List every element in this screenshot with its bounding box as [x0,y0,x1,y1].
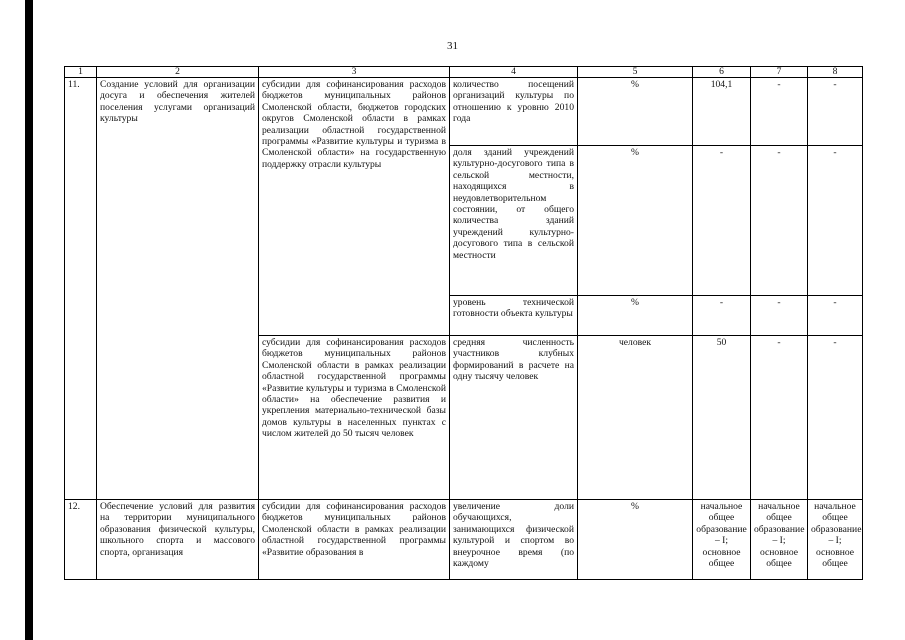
value-cell: начальное общее образование – I; основное общее [808,500,863,580]
value-cell: - [808,146,863,296]
indicator-cell: увеличение доли обучающихся, занимающихся физической культурой и спортом во внеурочное время (по каждому [450,500,578,580]
value-cell: - [693,146,751,296]
page-number: 31 [447,40,458,52]
column-number: 4 [450,67,578,78]
funding-cell: субсидии для софинансирования расходов бюджетов муниципальных районов Смоленской области в рамках реализации областной государственной программы «Развитие образования в [259,500,450,580]
column-number: 7 [751,67,808,78]
column-number: 8 [808,67,863,78]
funding-cell: субсидии для софинансирования расходов бюджетов муниципальных районов Смоленской области, бюджетов городских округов Смоленской области в рамках реализации областной государственной программы «Развитие культуры и туризма в Смоленской области» на государственную поддержку отрасли культуры [259,78,450,336]
value-cell: - [808,78,863,146]
value-cell: - [808,296,863,336]
task-cell: Создание условий для организации досуга и обеспечения жителей поселения услугами организаций культуры [97,78,259,500]
value-cell: - [751,146,808,296]
column-number: 2 [97,67,259,78]
table-row [65,78,863,146]
indicator-cell: количество посещений организаций культуры по отношению к уровню 2010 года [450,78,578,146]
task-cell: Обеспечение условий для развития на территории муниципального образования физической культуры, школьного спорта и массового спорта, организация [97,500,259,580]
indicator-cell: уровень технической готовности объекта культуры [450,296,578,336]
value-cell: - [751,78,808,146]
column-number: 5 [578,67,693,78]
unit-cell: человек [578,336,693,500]
unit-cell: % [578,146,693,296]
column-number: 6 [693,67,751,78]
unit-cell: % [578,78,693,146]
column-number: 1 [65,67,97,78]
unit-cell: % [578,500,693,580]
indicator-cell: доля зданий учреждений культурно-досугового типа в сельской местности, находящихся в неудовлетворительном состоянии, от общего количества зданий учреждений культурно-досугового типа в сельской местности [450,146,578,296]
value-cell: - [808,336,863,500]
value-cell: - [693,296,751,336]
row-number: 12. [65,500,97,580]
value-cell: - [751,296,808,336]
row-number: 11. [65,78,97,500]
unit-cell: % [578,296,693,336]
indicator-cell: средняя численность участников клубных формирований в расчете на одну тысячу человек [450,336,578,500]
column-number-row [65,67,863,78]
value-cell: начальное общее образование – I; основное общее [693,500,751,580]
column-number: 3 [259,67,450,78]
value-cell: - [751,336,808,500]
value-cell: 50 [693,336,751,500]
table-row [65,500,863,580]
value-cell: начальное общее образование – I; основное общее [751,500,808,580]
scan-edge-bar [25,0,33,640]
indicators-table [64,66,863,580]
value-cell: 104,1 [693,78,751,146]
funding-cell: субсидии для софинансирования расходов бюджетов муниципальных районов Смоленской области в рамках реализации областной государственной программы «Развитие культуры и туризма в Смоленской области» на обеспечение развития и укрепления материально-технической базы домов культуры в населенных пунктах с числом жителей до 50 тысяч человек [259,336,450,500]
